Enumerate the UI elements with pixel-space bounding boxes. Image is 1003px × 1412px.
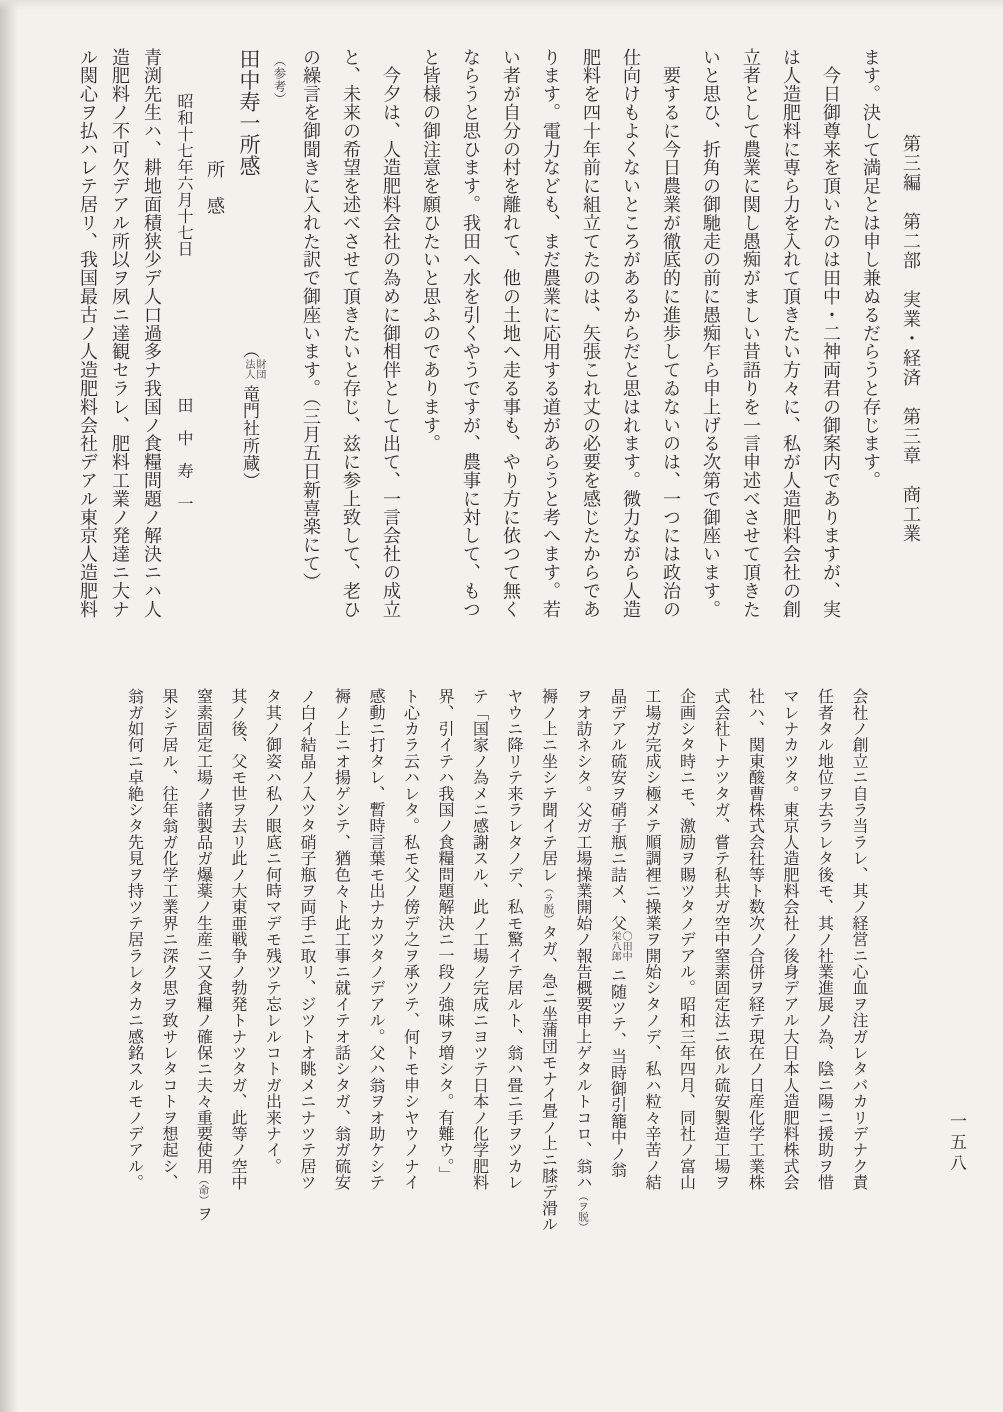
text-column: マレナカツタ。東京人造肥料会社ノ後身デアル大日本人造肥料株式会 bbox=[781, 688, 798, 1191]
inline-gloss: （ヲ脱） bbox=[577, 1190, 588, 1233]
text-column: 褥ノ上ニオ揚ゲシテ、猶色々ト此工事ニ就イテオ話シタガ、翁ガ硫安 bbox=[332, 688, 350, 1191]
text-column: 会社ノ創立ニ自ラ当ラレ、其ノ経営ニ心血ヲ注ガレタバカリデナク責 bbox=[850, 688, 867, 1191]
vertical-spacer bbox=[183, 257, 184, 397]
text-column: 其ノ後、父モ世ヲ去リ此ノ大東亜戦争ノ勃発トナツタガ、此等ノ空中 bbox=[229, 688, 246, 1191]
text-column: ト心カラ云ハレタ。私モ父ノ傍デ之ヲ承ツテ、何トモ申シヤウノナイ bbox=[401, 688, 419, 1191]
text-column: い者が自分の村を離れて、他の土地へ走る事も、やり方に依つて無く bbox=[501, 48, 521, 619]
text-column: の繰言を御聞きに入れた訳で御座います。（三月五日新喜楽にて） bbox=[301, 48, 321, 591]
vertical-spacer bbox=[911, 48, 912, 134]
page-gutter-shadow bbox=[0, 0, 18, 1412]
text-column: 任者タル地位ヲ去ラレタ後モ、其ノ社業進展ノ為、陰ニ陽ニ援助ヲ惜 bbox=[815, 688, 833, 1191]
inline-gloss: （命） bbox=[197, 1174, 209, 1206]
vertical-spacer bbox=[183, 48, 184, 93]
text-column: 果シテ居ル、往年翁ガ化学工業界ニ深ク思ヲ致サレタコトヲ想起シ、 bbox=[160, 688, 177, 1191]
main-text-top-block bbox=[72, 48, 931, 652]
text-column: ます。決して満足とは申し兼ぬるだらうと存じます。 bbox=[861, 48, 881, 490]
text-column: ヲオ訪ネシタ。父ガ工場操業開始ノ報告概要申上ゲタルトコロ、翁ハ（ヲ脱） bbox=[574, 688, 591, 1233]
text-column: は人造肥料に専ら力を入れて頂きたい方々に、私が人造肥料会社の創 bbox=[781, 48, 801, 619]
warichu-note: 〇田中栄八郎 bbox=[609, 931, 632, 961]
appendix-text-bottom-block bbox=[116, 688, 875, 1233]
text-column: 褥ノ上ニ坐シテ聞イテ居レ（ラ脱）タガ、急ニ坐蒲団モナイ畳ノ上ニ膝デ滑ル bbox=[539, 688, 557, 1233]
text-column: 今日御尊来を頂いたのは田中・二神両君の御案内でありますが、実 bbox=[821, 48, 841, 619]
text-column: 仕向けもよくないところがあるからだと思はれます。微力ながら人造 bbox=[621, 48, 641, 619]
text-column: ならうと思ひます。我田へ水を引くやうですが、農事に対して、もつ bbox=[461, 48, 481, 619]
text-column: 企画シタ時ニモ、激励ヲ賜ツタノデアル。昭和三年四月、同社ノ富山 bbox=[677, 688, 695, 1191]
inline-gloss: （ラ脱） bbox=[542, 882, 554, 925]
text-column: 窒素固定工場ノ諸製品ガ爆薬ノ生産ニ又食糧ノ確保ニ夫々重要使用（命）ヲ bbox=[194, 688, 212, 1222]
text-column: と皆様の御注意を願ひたいと思ふのであります。 bbox=[421, 48, 441, 453]
vertical-spacer bbox=[279, 48, 280, 54]
text-segment: 竜門社所蔵） bbox=[240, 384, 259, 490]
text-column: 社ハ、関東酸曹株式会社等ト数次ノ合併ヲ経テ現在ノ日産化学工業株 bbox=[746, 688, 764, 1191]
text-column: ノ白イ結晶ノ入ツタ硝子瓶ヲ両手ニ取リ、ジツトオ眺メニナツテ居ツ bbox=[298, 688, 315, 1191]
text-segment: （ bbox=[240, 341, 259, 359]
text-column: 青渕先生ハ、耕地面積狭少デ人口過多ナ我国ノ食糧問題ノ解決ニハ人 bbox=[142, 48, 162, 619]
text-column: テ「国家ノ為メニ感謝スル、此ノ工場ノ完成ニヨツテ日本ノ化学肥料 bbox=[470, 688, 488, 1191]
text-column: 肥料を四十年前に組立てたのは、矢張これ丈の必要を感じたからであ bbox=[581, 48, 601, 619]
text-column: 工場ガ完成シ極メテ順調裡ニ操業ヲ開始シタノデ、私ハ粒々辛苦ノ結 bbox=[643, 688, 660, 1191]
text-column: 要するに今日農業が徹底的に進歩してゐないのは、一つには政治の bbox=[661, 48, 681, 619]
text-column: 翁ガ如何ニ卓絶シタ先見ヲ持ツテ居ラレタカニ感銘スルモノデアル。 bbox=[125, 688, 143, 1191]
page-number: 一五八 bbox=[947, 1112, 966, 1175]
appendix-label: （参考） bbox=[267, 48, 291, 652]
text-column: と、未来の希望を述べさせて頂きたいと存じ、兹に参上致して、老ひ bbox=[341, 48, 361, 619]
text-column: 立者として農業に関し愚痴がましい昔語りを一言申述べさせて頂きた bbox=[741, 48, 761, 619]
text-column: 晶デアル硫安ヲ硝子瓶ニ詰メ、父〇田中栄八郎ニ随ツテ、当時御引籠中ノ翁 bbox=[608, 688, 632, 1178]
text-column: ル関心ヲ払ハレテ居リ、我国最古ノ人造肥料会社デアル東京人造肥料 bbox=[78, 48, 98, 619]
text-column: いと思ひ、折角の御馳走の前に愚痴乍ら申上げる次第で御座います。 bbox=[701, 48, 721, 619]
text-column: ります。電力なども、まだ農業に応用する道があらうと考へます。若 bbox=[541, 48, 561, 619]
text-column: タ其ノ御姿ハ私ノ眼底ニ何時マデモ残ツテ忘レルコトガ出来ナイ。 bbox=[263, 688, 281, 1174]
warichu-note: 財団法人 bbox=[242, 358, 265, 379]
running-header: 第三編 第二部 実業・経済 第三章 商工業 bbox=[891, 48, 931, 652]
date-signature-column: 昭和十七年六月十七日田 中 寿 一 bbox=[168, 48, 199, 652]
text-column: 今夕は、人造肥料会社の為めに御相伴として出て、一言会社の成立 bbox=[381, 48, 401, 619]
shokan-heading: 所 感 bbox=[199, 48, 231, 652]
vertical-spacer bbox=[249, 176, 250, 341]
page-top-shadow bbox=[0, 0, 1003, 10]
text-column: ヤウニ降リテ来ラレタノデ、私モ驚イテ居ルト、翁ハ畳ニ手ヲツカレ bbox=[505, 688, 522, 1191]
text-column: 造肥料ノ不可欠デアル所以ヲ夙ニ達観セラレ、肥料工業ノ発達ニ大ナ bbox=[110, 48, 130, 619]
text-column: 式会社トナツタガ、嘗テ私共ガ空中窒素固定法ニ依ル硫安製造工場ヲ bbox=[712, 688, 729, 1191]
text-column: 感動ニ打タレ、暫時言葉モ出ナカツタノデアル。父ハ翁ヲオ助ケシテ bbox=[367, 688, 384, 1191]
vertical-spacer bbox=[215, 48, 216, 160]
text-column: 界、引イテハ我国ノ食糧問題解決ニ一段ノ強味ヲ増シタ。有難ウ。」 bbox=[436, 688, 453, 1183]
appendix-title: 田中寿一所感（財団法人竜門社所蔵） bbox=[237, 48, 265, 490]
